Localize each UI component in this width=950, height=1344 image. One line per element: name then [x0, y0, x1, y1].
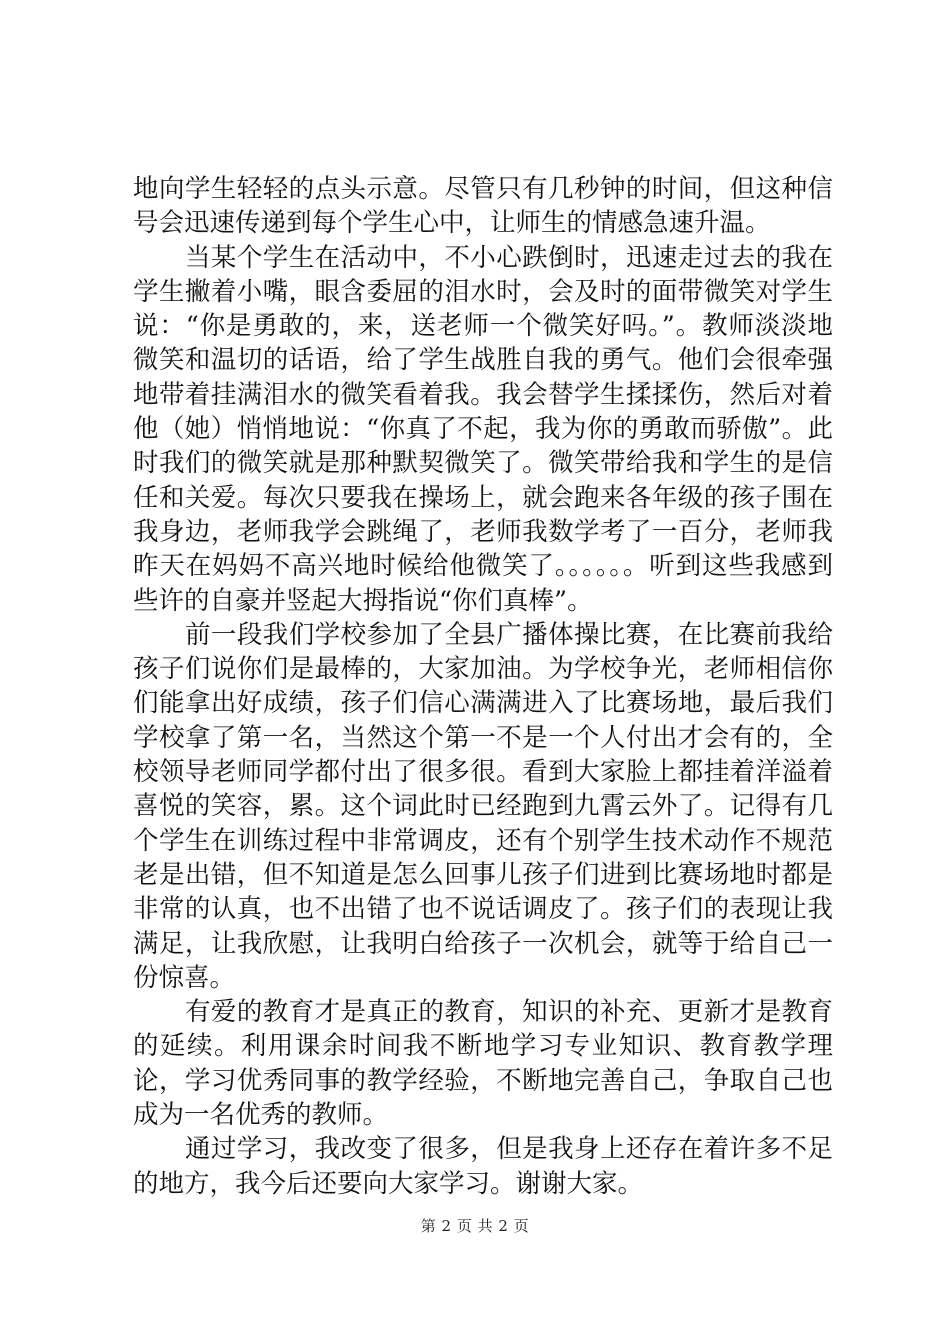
paragraph-4: 有爱的教育才是真正的教育，知识的补充、更新才是教育的延续。利用课余时间我不断地学习专业知识、教育教学理论，学习优秀同事的教学经验，不断地完善自己，争取自己也成为一名优秀的教师。: [133, 997, 833, 1131]
document-body: [133, 172, 833, 1201]
paragraph-2: 当某个学生在活动中，不小心跌倒时，迅速走过去的我在学生撇着小嘴，眼含委屈的泪水时，会及时的面带微笑对学生说：“你是勇敢的，来，送老师一个微笑好吗。”。教师淡淡地微笑和温切的话语，给了学生战胜自我的勇气。他们会很牵强地带着挂满泪水的微笑看着我。我会替学生揉揉伤，然后对着他（她）悄悄地说：“你真了不起，我为你的勇敢而骄傲”。此时我们的微笑就是那种默契微笑了。微笑带给我和学生的是信任和关爱。每次只要我在操场上，就会跑来各年级的孩子围在我身边，老师我学会跳绳了，老师我数学考了一百分，老师我昨天在妈妈不高兴地时候给他微笑了。。。。。。听到这些我感到些许的自豪并竖起大拇指说“你们真棒”。: [133, 242, 833, 616]
paragraph-3: 前一段我们学校参加了全县广播体操比赛，在比赛前我给孩子们说你们是最棒的，大家加油。为学校争光，老师相信你们能拿出好成绩，孩子们信心满满进入了比赛场地，最后我们学校拿了第一名，当然这个第一不是一个人付出才会有的，全校领导老师同学都付出了很多很。看到大家脸上都挂着洋溢着喜悦的笑容，累。这个词此时已经跑到九霄云外了。记得有几个学生在训练过程中非常调皮，还有个别学生技术动作不规范老是出错，但不知道是怎么回事儿孩子们进到比赛场地时都是非常的认真，也不出错了也不说话调皮了。孩子们的表现让我满足，让我欣慰，让我明白给孩子一次机会，就等于给自己一份惊喜。: [133, 619, 833, 993]
page-number-footer: 第 2 页 共 2 页: [420, 1217, 530, 1235]
paragraph-1: 地向学生轻轻的点头示意。尽管只有几秒钟的时间，但这种信号会迅速传递到每个学生心中，让师生的情感急速升温。: [133, 174, 833, 239]
paragraph-5: 通过学习，我改变了很多，但是我身上还存在着许多不足的地方，我今后还要向大家学习。谢谢大家。: [133, 1134, 833, 1199]
